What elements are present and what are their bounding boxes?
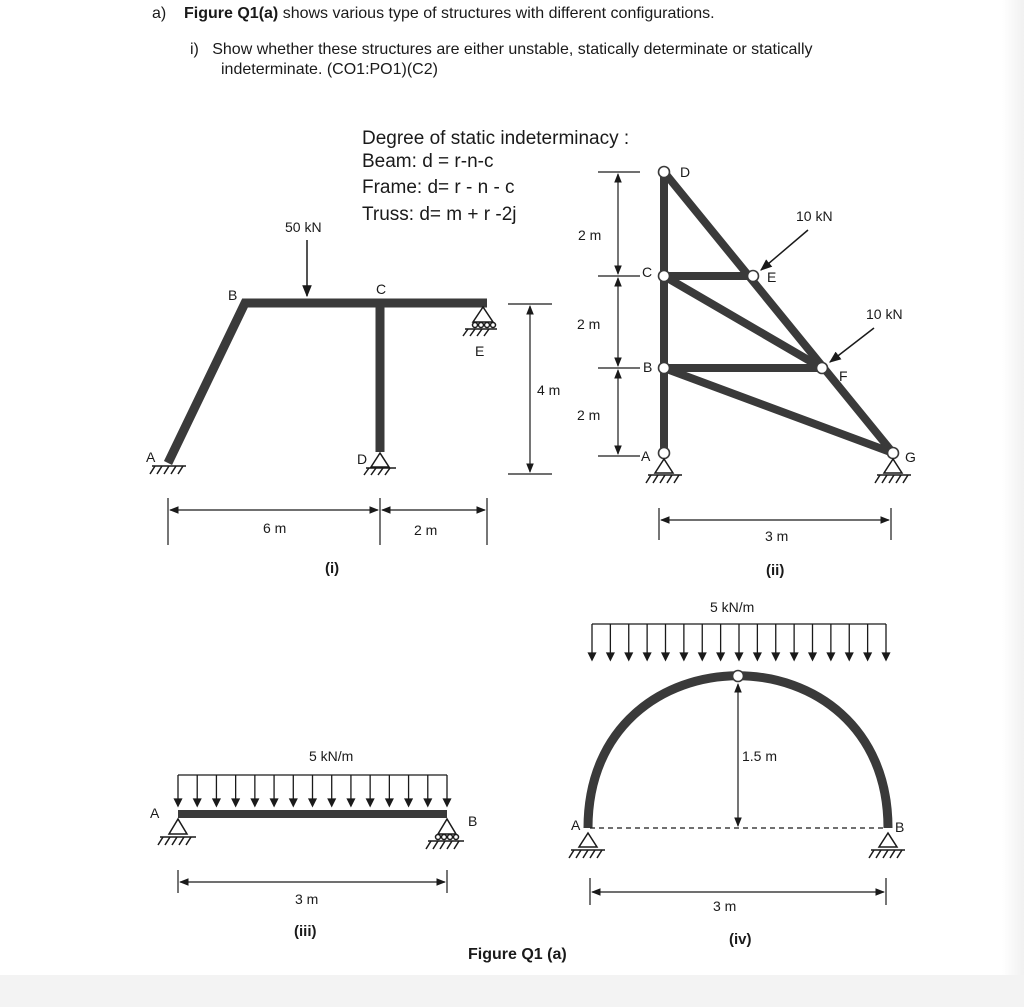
question-i-label: i) [190, 41, 199, 58]
s1-roller-support-e [463, 307, 497, 336]
question-a-text: shows various type of structures with different configurations. [278, 5, 715, 22]
dsi-beam: Beam: d = r-n-c [362, 151, 494, 172]
structure-iii [158, 775, 464, 893]
s2-node-b: B [643, 359, 653, 375]
s3-dim-3m: 3 m [295, 891, 319, 907]
s2-dim-2m-bot: 2 m [577, 407, 601, 423]
s4-dimensions [590, 878, 886, 905]
s2-caption: (ii) [766, 562, 785, 579]
s1-node-e: E [475, 343, 485, 359]
s4-pin-support-a [569, 833, 605, 858]
s2-load-arrow-f [830, 328, 874, 362]
s1-dim-2m: 2 m [414, 522, 438, 538]
s2-node-a: A [641, 448, 651, 464]
dsi-truss: Truss: d= m + r -2j [362, 204, 517, 225]
s1-load-label: 50 kN [285, 219, 322, 235]
s4-node-b: B [895, 819, 905, 835]
s4-node-a: A [571, 817, 581, 833]
s1-node-c: C [376, 281, 387, 297]
s2-pin-support-a [646, 459, 682, 483]
s2-load-e: 10 kN [796, 208, 833, 224]
dsi-heading: Degree of static indeterminacy : [362, 128, 630, 149]
dsi-frame: Frame: d= r - n - c [362, 177, 515, 198]
structure-i [150, 240, 552, 545]
s2-dim-3m: 3 m [765, 528, 789, 544]
s3-pin-support-a [158, 819, 196, 845]
s3-node-b: B [468, 813, 478, 829]
s2-pin-support-g [875, 459, 911, 483]
s4-udl [589, 624, 890, 660]
s1-dim-4m: 4 m [537, 382, 561, 398]
s3-node-a: A [150, 805, 160, 821]
s3-caption: (iii) [294, 923, 317, 940]
s3-roller-support-b [426, 819, 464, 849]
s4-dim-rise: 1.5 m [742, 748, 778, 764]
structure-ii [598, 167, 911, 541]
s2-dim-2m-top: 2 m [578, 227, 602, 243]
s2-node-c: C [642, 264, 653, 280]
s1-caption: (i) [325, 560, 340, 577]
s1-fixed-support-a [150, 466, 186, 474]
s1-node-b: B [228, 287, 238, 303]
s1-node-d: D [357, 451, 368, 467]
s2-dimensions [598, 172, 891, 540]
s1-dim-6m: 6 m [263, 520, 287, 536]
s4-caption: (iv) [729, 931, 752, 948]
question-i-text1: Show whether these structures are either unstable, statically determinate or statically [212, 41, 813, 58]
s1-pin-support-d [364, 453, 396, 475]
question-a-figure-ref: Figure Q1(a) [184, 5, 279, 22]
s1-frame-members [168, 303, 487, 463]
s3-udl [175, 775, 451, 806]
s2-dim-2m-mid: 2 m [577, 316, 601, 332]
s2-truss-members [664, 172, 893, 453]
s4-pin-support-b [869, 833, 905, 858]
s2-node-e: E [767, 269, 777, 285]
question-i-line2: indeterminate. (CO1:PO1)(C2) [221, 61, 438, 78]
s4-udl-label: 5 kN/m [710, 599, 755, 615]
s3-udl-label: 5 kN/m [309, 748, 354, 764]
structure-iv [569, 624, 905, 905]
s2-load-arrow-e [761, 230, 808, 270]
question-a-label: a) [152, 5, 167, 22]
figure-caption: Figure Q1 (a) [468, 946, 567, 963]
s4-dim-3m: 3 m [713, 898, 737, 914]
s4-crown-hinge [733, 671, 744, 682]
s2-node-d: D [680, 164, 691, 180]
s2-load-f: 10 kN [866, 306, 903, 322]
s3-dimensions [178, 870, 447, 893]
s1-node-a: A [146, 449, 156, 465]
s2-node-g: G [905, 449, 916, 465]
s2-node-f: F [839, 368, 848, 384]
